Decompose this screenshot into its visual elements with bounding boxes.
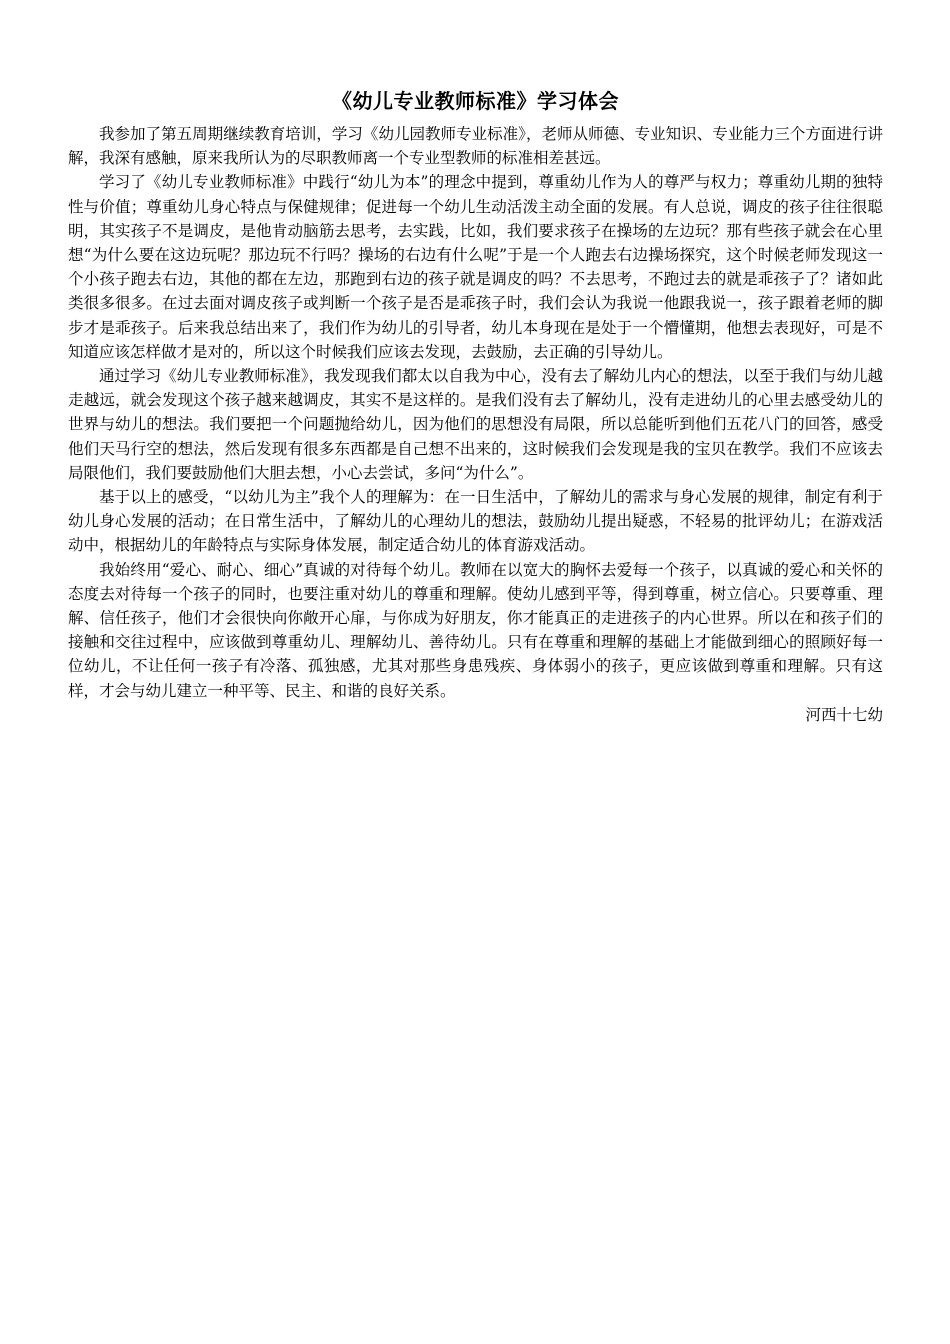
signature: 河西十七幼 xyxy=(805,705,883,724)
paragraph-intro: 我参加了第五周期继续教育培训，学习《幼儿园教师专业标准》，老师从师德、专业知识、专业能力三个方面进行讲解，我深有感触，原来我所认为的尽职教师离一个专业型教师的标准相差甚远。 xyxy=(68,125,883,168)
paragraph-self-centered: 通过学习《幼儿专业教师标准》，我发现我们都太以自我为中心，没有去了解幼儿内心的想法，以至于我们与幼儿越走越远，就会发现这个孩子越来越调皮，其实不是这样的。是我们没有去了解幼儿，没有走进幼儿的心里去感受幼儿的世界与幼儿的想法。我们要把一个问题抛给幼儿，因为他们的思想没有局限，所以总能听到他们五花八门的回答，感受他们天马行空的想法，然后发现有很多东西都是自己想不出来的，这时候我们会发现是我的宝贝在教学。我们不应该去局限他们，我们要鼓励他们大胆去想，小心去尝试，多问“为什么”。 xyxy=(68,367,883,482)
document-body xyxy=(68,84,883,727)
paragraph-love-patience: 我始终用“爱心、耐心、细心”真诚的对待每个幼儿。教师在以宽大的胸怀去爱每一个孩子，以真诚的爱心和关怀的态度去对待每一个孩子的同时，也要注重对幼儿的尊重和理解。使幼儿感到平等，得到尊重，树立信心。只要尊重、理解、信任孩子，他们才会很快向你敞开心扉，与你成为好朋友，你才能真正的走进孩子的内心世界。所以在和孩子们的接触和交往过程中，应该做到尊重幼儿、理解幼儿、善待幼儿。只有在尊重和理解的基础上才能做到细心的照顾好每一位幼儿，不让任何一孩子有冷落、孤独感，尤其对那些身患残疾、身体弱小的孩子，更应该做到尊重和理解。只有这样，才会与幼儿建立一种平等、民主、和谐的良好关系。 xyxy=(68,560,883,700)
paragraph-child-centered: 学习了《幼儿专业教师标准》中践行“幼儿为本”的理念中提到，尊重幼儿作为人的尊严与权力；尊重幼儿期的独特性与价值；尊重幼儿身心特点与保健规律；促进每一个幼儿生动活泼主动全面的发展。有人总说，调皮的孩子往往很聪明，其实孩子不是调皮，是他肯动脑筋去思考，去实践，比如，我们要求孩子在操场的左边玩？那有些孩子就会在心里想“为什么要在这边玩呢？那边玩不行吗？操场的右边有什么呢”于是一个人跑去右边操场探究，这个时候老师发现这一个小孩子跑去右边，其他的都在左边，那跑到右边的孩子就是调皮的吗？不去思考，不跑过去的就是乖孩子了？诸如此类很多很多。在过去面对调皮孩子或判断一个孩子是否是乖孩子时，我们会认为我说一他跟我说一，孩子跟着老师的脚步才是乖孩子。后来我总结出来了，我们作为幼儿的引导者，幼儿本身现在是处于一个懵懂期，他想去表现好，可是不知道应该怎样做才是对的，所以这个时候我们应该去发现，去鼓励，去正确的引导幼儿。 xyxy=(68,173,883,361)
document-title: 《幼儿专业教师标准》学习体会 xyxy=(332,89,619,113)
paragraph-understanding: 基于以上的感受，“以幼儿为主”我个人的理解为：在一日生活中，了解幼儿的需求与身心发展的规律，制定有利于幼儿身心发展的活动；在日常生活中，了解幼儿的心理幼儿的想法，鼓励幼儿提出疑惑，不轻易的批评幼儿；在游戏活动中，根据幼儿的年龄特点与实际身体发展，制定适合幼儿的体育游戏活动。 xyxy=(68,488,883,555)
